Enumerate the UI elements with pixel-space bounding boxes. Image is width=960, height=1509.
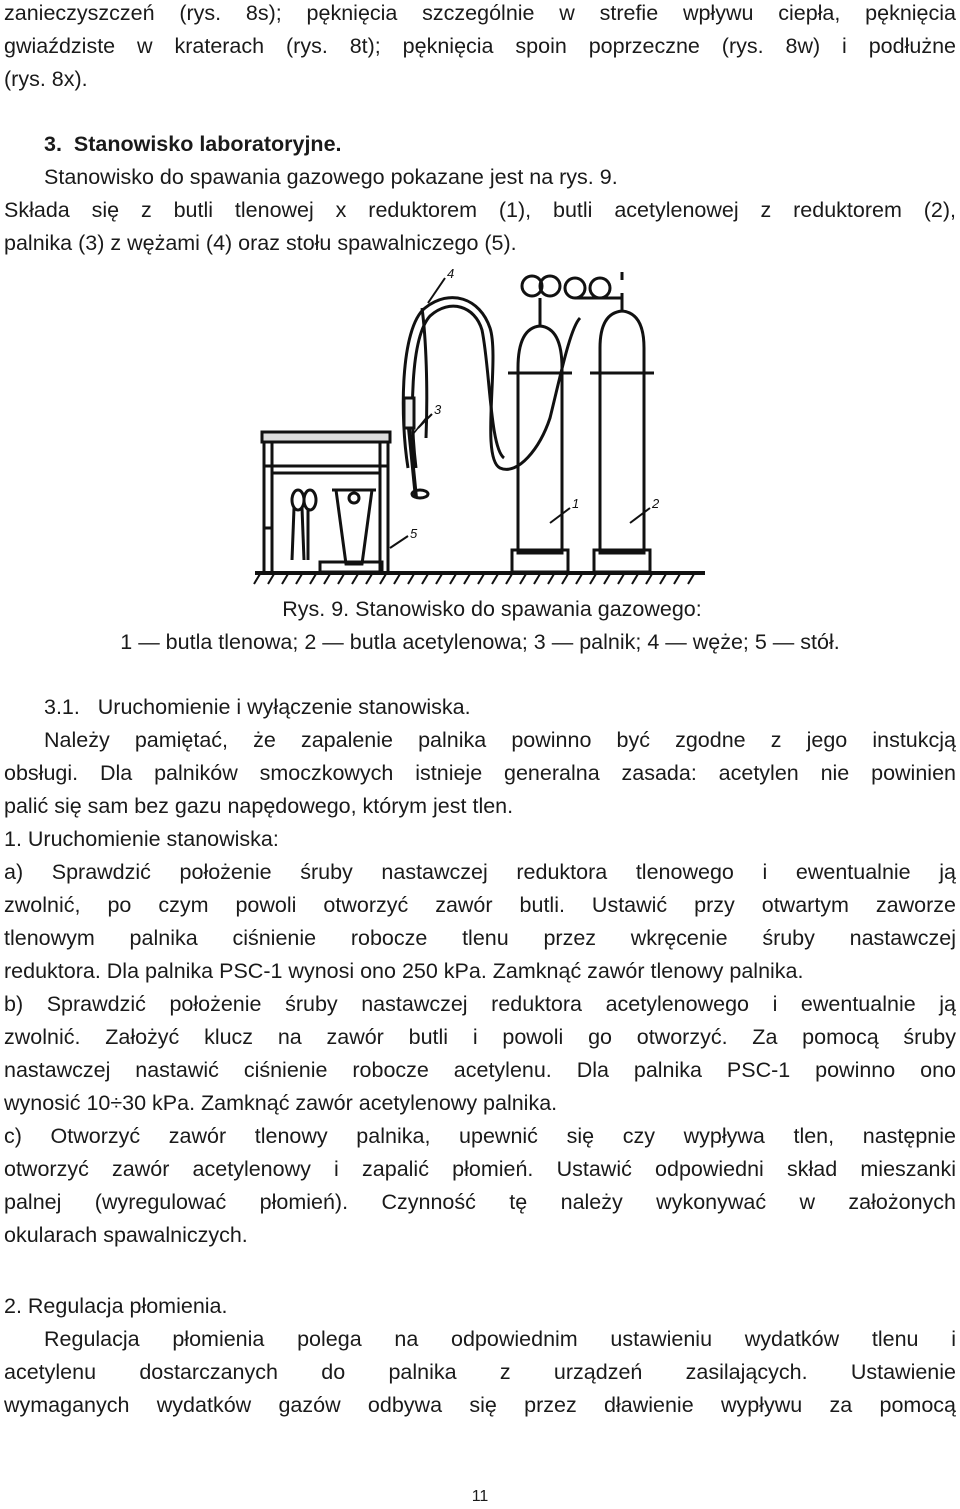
- paragraph-line: reduktora. Dla palnika PSC-1 wynosi ono 250 kPa. Zamknąć zawór tlenowy palnika.: [4, 959, 804, 983]
- paragraph-line: Regulacja płomienia polega na odpowiednim ustawieniu wydatków tlenu i: [44, 1327, 956, 1351]
- paragraph-line: Należy pamiętać, że zapalenie palnika powinno być zgodne z jego instukcją: [44, 728, 956, 752]
- paragraph-line: wynosić 10÷30 kPa. Zamknąć zawór acetylenowy palnika.: [4, 1091, 558, 1115]
- paragraph-line: Stanowisko do spawania gazowego pokazane jest na rys. 9.: [44, 165, 618, 189]
- paragraph-line: palnej (wyregulować płomień). Czynność tę należy wykonywać w założonych: [4, 1190, 956, 1214]
- paragraph-line: zwolnić. Założyć klucz na zawór butli i powoli go otworzyć. Za pomocą śruby: [4, 1025, 956, 1049]
- paragraph-line: okularach spawalniczych.: [4, 1223, 248, 1247]
- section-heading: 3.1. Uruchomienie i wyłączenie stanowiska.: [44, 695, 471, 719]
- paragraph-line: acetylenu dostarczanych do palnika z urządzeń zasilających. Ustawienie: [4, 1360, 956, 1384]
- figure-caption: Rys. 9. Stanowisko do spawania gazowego:: [282, 597, 702, 621]
- paragraph-line: tlenowym palnika ciśnienie robocze tlenu przez wkręcenie śruby nastawczej: [4, 926, 956, 950]
- page-number: 11: [471, 1488, 489, 1505]
- figure-label: 4: [447, 268, 455, 281]
- paragraph-line: obsługi. Dla palników smoczkowych istnieje generalna zasada: acetylen nie powinien: [4, 761, 956, 785]
- figure-label: 5: [410, 526, 418, 541]
- paragraph-line: wymaganych wydatków gazów odbywa się przez dławienie wypływu za pomocą: [4, 1393, 956, 1417]
- figure-label: 3: [434, 402, 442, 417]
- paragraph-line: c) Otworzyć zawór tlenowy palnika, upewnić się czy wypływa tlen, następnie: [4, 1124, 956, 1148]
- paragraph-line: nastawczej nastawić ciśnienie robocze acetylenu. Dla palnika PSC-1 powinno ono: [4, 1058, 956, 1082]
- paragraph-line: zanieczyszczeń (rys. 8s); pęknięcia szczególnie w strefie wpływu ciepła, pęknięcia: [4, 1, 956, 25]
- figure-label: 1: [572, 496, 580, 511]
- welding-station-figure: [250, 268, 710, 586]
- figure-caption: 1 — butla tlenowa; 2 — butla acetylenowa; 3 — palnik; 4 — węże; 5 — stół.: [120, 630, 840, 654]
- paragraph-line: b) Sprawdzić położenie śruby nastawczej reduktora acetylenowego i ewentualnie ją: [4, 992, 956, 1016]
- section-heading: 3. Stanowisko laboratoryjne.: [44, 132, 342, 156]
- section-heading: 2. Regulacja płomienia.: [4, 1294, 228, 1318]
- paragraph-line: gwiaździste w kraterach (rys. 8t); pęknięcia spoin poprzeczne (rys. 8w) i podłużne: [4, 34, 956, 58]
- paragraph-line: (rys. 8x).: [4, 67, 88, 91]
- paragraph-line: Składa się z butli tlenowej x reduktorem (1), butli acetylenowej z reduktorem (2),: [4, 198, 956, 222]
- paragraph-line: palnika (3) z wężami (4) oraz stołu spawalniczego (5).: [4, 231, 517, 255]
- paragraph-line: zwolnić, po czym powoli otworzyć zawór butli. Ustawić przy otwartym zaworze: [4, 893, 956, 917]
- paragraph-line: palić się sam bez gazu napędowego, którym jest tlen.: [4, 794, 514, 818]
- step-title: 1. Uruchomienie stanowiska:: [4, 827, 279, 851]
- paragraph-line: a) Sprawdzić położenie śruby nastawczej reduktora tlenowego i ewentualnie ją: [4, 860, 956, 884]
- paragraph-line: otworzyć zawór acetylenowy i zapalić płomień. Ustawić odpowiedni skład mieszanki: [4, 1157, 956, 1181]
- figure-label: 2: [652, 496, 660, 511]
